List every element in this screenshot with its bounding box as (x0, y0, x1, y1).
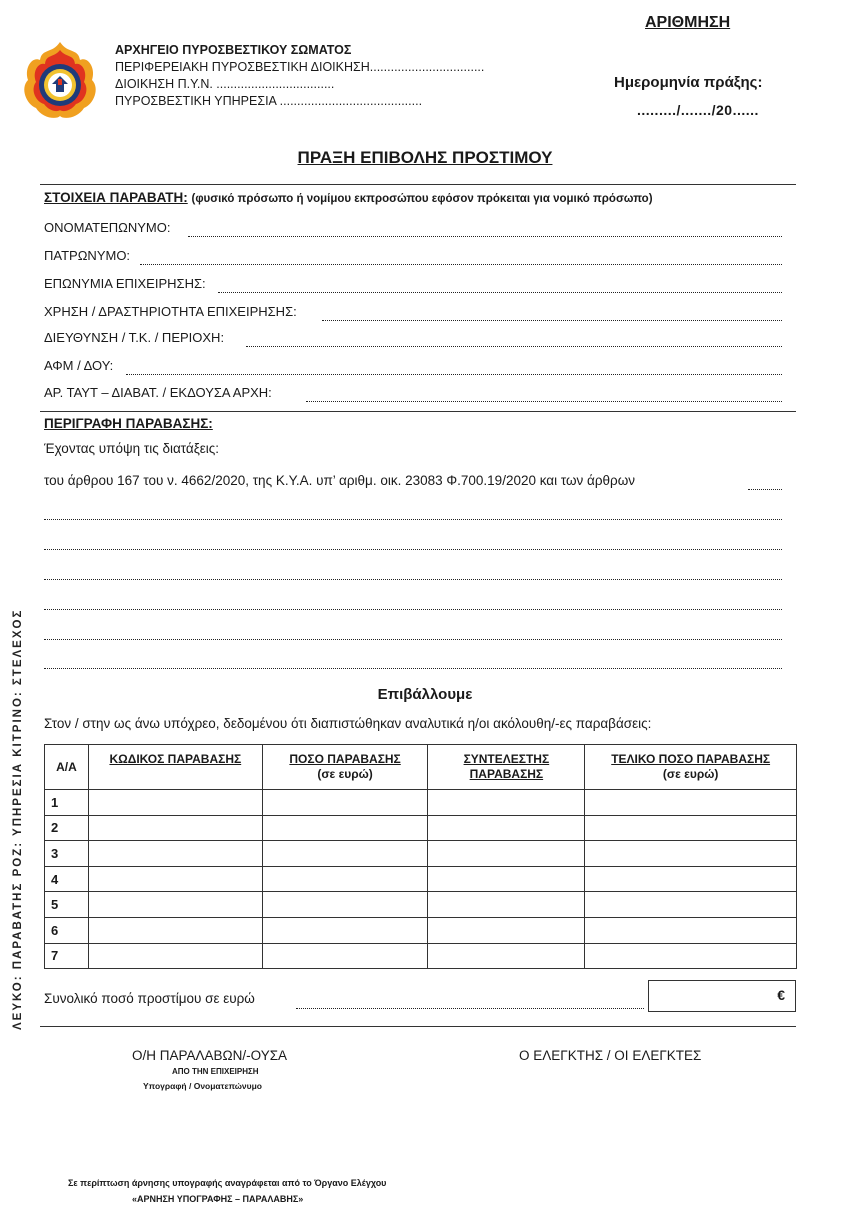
violation-amount-cell[interactable] (262, 892, 428, 918)
field-address-label: ΔΙΕΥΘΥΝΣΗ / Τ.Κ. / ΠΕΡΙΟΧΗ: (44, 330, 225, 345)
field-full-name-label: ΟΝΟΜΑΤΕΠΩΝΥΜΟ: (44, 220, 171, 235)
fire-service-emblem-icon (18, 38, 102, 122)
recipient-signature-title: Ο/Η ΠΑΡΑΛΑΒΩΝ/-ΟΥΣΑ (132, 1048, 288, 1063)
violation-description-line[interactable] (44, 668, 782, 669)
offender-section-title: ΣΤΟΙΧΕΙΑ ΠΑΡΑΒΑΤΗ: (44, 190, 188, 205)
divider (40, 184, 796, 185)
final-amount-cell[interactable] (585, 866, 797, 892)
violation-factor-cell[interactable] (428, 841, 585, 867)
provisions-intro: Έχοντας υπόψη τις διατάξεις: (44, 441, 220, 456)
action-date-label: Ημερομηνία πράξης: (614, 74, 763, 91)
final-amount-cell[interactable] (585, 815, 797, 841)
inspector-signature-title: Ο ΕΛΕΓΚΤΗΣ / ΟΙ ΕΛΕΓΚΤΕΣ (519, 1048, 702, 1063)
table-row (45, 917, 797, 943)
field-business-activity-input[interactable] (322, 320, 782, 321)
violation-description-line[interactable] (44, 549, 782, 550)
row-number: 5 (45, 892, 89, 918)
violation-amount-cell[interactable] (262, 866, 428, 892)
action-date-field[interactable]: ........./......./20...... (637, 102, 759, 118)
imposition-title: Επιβάλλουμε (377, 686, 473, 703)
violation-code-cell[interactable] (88, 790, 262, 816)
table-row (45, 892, 797, 918)
violation-factor-cell[interactable] (428, 790, 585, 816)
refusal-note-line2: «ΑΡΝΗΣΗ ΥΠΟΓΡΑΦΗΣ – ΠΑΡΑΛΑΒΗΣ» (132, 1194, 304, 1204)
row-number: 3 (45, 841, 89, 867)
final-amount-cell[interactable] (585, 892, 797, 918)
row-number: 2 (45, 815, 89, 841)
field-full-name-input[interactable] (188, 236, 782, 237)
violation-description-line[interactable] (44, 639, 782, 640)
provisions-articles-input[interactable] (748, 489, 782, 490)
violation-amount-cell[interactable] (262, 790, 428, 816)
total-amount-dots (296, 1008, 644, 1009)
table-row (45, 866, 797, 892)
table-header-row (45, 745, 797, 790)
violation-code-cell[interactable] (88, 866, 262, 892)
field-business-name-label: ΕΠΩΝΥΜΙΑ ΕΠΙΧΕΙΡΗΣΗΣ: (44, 276, 206, 291)
column-header-aa: Α/Α (45, 745, 89, 790)
row-number: 1 (45, 790, 89, 816)
recipient-signature-hint: Υπογραφή / Ονοματεπώνυμο (143, 1081, 263, 1091)
field-tax-id-label: ΑΦΜ / ΔΟΥ: (44, 358, 114, 373)
row-number: 4 (45, 866, 89, 892)
refusal-note-line1: Σε περίπτωση άρνησης υπογραφής αναγράφεται από το Όργανο Ελέγχου (68, 1178, 387, 1188)
total-amount-field[interactable] (648, 980, 796, 1012)
recipient-signature-subtitle: ΑΠΟ ΤΗΝ ΕΠΙΧΕΙΡΗΣΗ (172, 1067, 259, 1076)
row-number: 7 (45, 943, 89, 969)
divider (40, 1026, 796, 1027)
violation-amount-cell[interactable] (262, 917, 428, 943)
final-amount-cell[interactable] (585, 841, 797, 867)
violation-code-cell[interactable] (88, 917, 262, 943)
provisions-text: του άρθρου 167 του ν. 4662/2020, της Κ.Υ.Α. υπ’ αριθμ. οικ. 23083 Φ.700.19/2020 και των άρθρων (44, 473, 636, 488)
violations-table (44, 744, 797, 969)
field-fathers-name-input[interactable] (140, 264, 782, 265)
violation-factor-cell[interactable] (428, 892, 585, 918)
field-fathers-name-label: ΠΑΤΡΩΝΥΜΟ: (44, 248, 131, 263)
violation-description-line[interactable] (44, 579, 782, 580)
violation-amount-cell[interactable] (262, 943, 428, 969)
violation-code-cell[interactable] (88, 815, 262, 841)
form-title: ΠΡΑΞΗ ΕΠΙΒΟΛΗΣ ΠΡΟΣΤΙΜΟΥ (297, 148, 553, 167)
column-header-final-amount: ΤΕΛΙΚΟ ΠΟΣΟ ΠΑΡΑΒΑΣΗΣ (σε ευρώ) (585, 745, 797, 790)
imposition-text: Στον / στην ως άνω υπόχρεο, δεδομένου ότι διαπιστώθηκαν αναλυτικά η/οι ακόλουθη/-ες παραβάσεις: (44, 716, 652, 731)
euro-currency-icon: € (777, 987, 785, 1003)
numbering-label: ΑΡΙΘΜΗΣΗ (645, 14, 731, 31)
row-number: 6 (45, 917, 89, 943)
offender-section-note: (φυσικό πρόσωπο ή νομίμου εκπροσώπου εφόσον πρόκειται για νομικό πρόσωπο) (191, 193, 653, 205)
violation-factor-cell[interactable] (428, 943, 585, 969)
column-header-violation-amount: ΠΟΣΟ ΠΑΡΑΒΑΣΗΣ (σε ευρώ) (262, 745, 428, 790)
violation-code-cell[interactable] (88, 892, 262, 918)
violation-factor-cell[interactable] (428, 815, 585, 841)
field-id-document-input[interactable] (306, 401, 782, 402)
copy-color-legend: ΛΕΥΚΟ: ΠΑΡΑΒΑΤΗΣ ΡΟΖ: ΥΠΗΡΕΣΙΑ ΚΙΤΡΙΝΟ: ΣΤΕΛΕΧΟΣ (12, 608, 24, 1030)
table-row (45, 815, 797, 841)
total-amount-label: Συνολικό ποσό προστίμου σε ευρώ (44, 991, 255, 1006)
violation-description-line[interactable] (44, 609, 782, 610)
violation-amount-cell[interactable] (262, 815, 428, 841)
violation-factor-cell[interactable] (428, 917, 585, 943)
violation-amount-cell[interactable] (262, 841, 428, 867)
final-amount-cell[interactable] (585, 790, 797, 816)
column-header-violation-factor: ΣΥΝΤΕΛΕΣΤΗΣ ΠΑΡΑΒΑΣΗΣ (428, 745, 585, 790)
violation-code-cell[interactable] (88, 841, 262, 867)
org-line-command: ΔΙΟΙΚΗΣΗ Π.Υ.Ν. .................................. (115, 77, 335, 91)
violation-description-line[interactable] (44, 519, 782, 520)
violation-code-cell[interactable] (88, 943, 262, 969)
field-address-input[interactable] (246, 346, 782, 347)
violation-factor-cell[interactable] (428, 866, 585, 892)
violation-section-title: ΠΕΡΙΓΡΑΦΗ ΠΑΡΑΒΑΣΗΣ: (44, 416, 213, 431)
offender-section-header (44, 190, 653, 205)
column-header-violation-code: ΚΩΔΙΚΟΣ ΠΑΡΑΒΑΣΗΣ (88, 745, 262, 790)
table-row (45, 841, 797, 867)
field-tax-id-input[interactable] (126, 374, 782, 375)
org-line-fire-service: ΠΥΡΟΣΒΕΣΤΙΚΗ ΥΠΗΡΕΣΙΑ ......................................... (115, 94, 423, 108)
table-row (45, 790, 797, 816)
org-line-headquarters: ΑΡΧΗΓΕΙΟ ΠΥΡΟΣΒΕΣΤΙΚΟΥ ΣΩΜΑΤΟΣ (115, 43, 352, 57)
field-business-activity-label: ΧΡΗΣΗ / ΔΡΑΣΤΗΡΙΟΤΗΤΑ ΕΠΙΧΕΙΡΗΣΗΣ: (44, 304, 297, 319)
field-business-name-input[interactable] (218, 292, 782, 293)
org-line-regional-command: ΠΕΡΙΦΕΡΕΙΑΚΗ ΠΥΡΟΣΒΕΣΤΙΚΗ ΔΙΟΙΚΗΣΗ................................. (115, 60, 485, 74)
field-id-document-label: ΑΡ. ΤΑΥΤ – ΔΙΑΒΑΤ. / ΕΚΔΟΥΣΑ ΑΡΧΗ: (44, 385, 272, 400)
final-amount-cell[interactable] (585, 943, 797, 969)
table-row (45, 943, 797, 969)
final-amount-cell[interactable] (585, 917, 797, 943)
divider (40, 411, 796, 412)
